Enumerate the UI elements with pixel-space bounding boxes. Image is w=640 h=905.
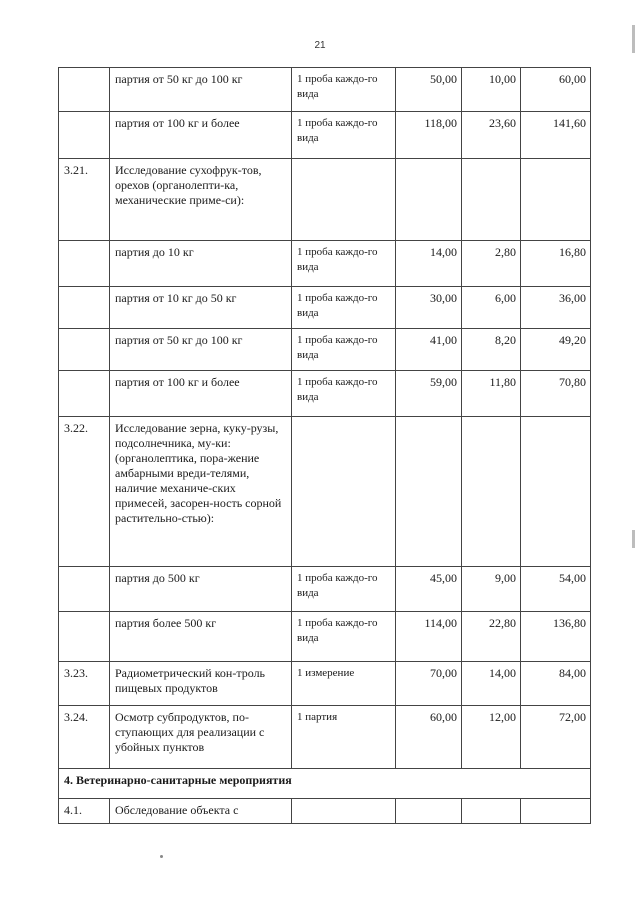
vat-amount: 9,00 — [462, 567, 521, 612]
price-with-vat: 36,00 — [521, 287, 591, 329]
unit-of-measure: 1 проба каждо-го вида — [292, 112, 396, 159]
price-with-vat: 72,00 — [521, 706, 591, 769]
row-number — [59, 68, 110, 112]
table-row — [59, 706, 591, 769]
scan-dot — [160, 855, 163, 858]
table-row — [59, 662, 591, 706]
price-with-vat: 141,60 — [521, 112, 591, 159]
table-row — [59, 68, 591, 112]
service-name: партия от 50 кг до 100 кг — [110, 329, 292, 371]
row-number — [59, 567, 110, 612]
table-row — [59, 159, 591, 241]
price-without-vat — [396, 417, 462, 567]
service-name: партия до 500 кг — [110, 567, 292, 612]
service-name: партия от 100 кг и более — [110, 371, 292, 417]
price-with-vat — [521, 799, 591, 824]
row-number: 3.22. — [59, 417, 110, 567]
vat-amount — [462, 417, 521, 567]
price-without-vat: 60,00 — [396, 706, 462, 769]
price-without-vat — [396, 159, 462, 241]
price-without-vat: 70,00 — [396, 662, 462, 706]
service-name: партия от 50 кг до 100 кг — [110, 68, 292, 112]
service-name: партия до 10 кг — [110, 241, 292, 287]
price-without-vat: 59,00 — [396, 371, 462, 417]
row-number — [59, 612, 110, 662]
price-with-vat: 70,80 — [521, 371, 591, 417]
service-name: Осмотр субпродуктов, по-ступающих для реализации с убойных пунктов — [110, 706, 292, 769]
unit-of-measure — [292, 799, 396, 824]
vat-amount: 22,80 — [462, 612, 521, 662]
unit-of-measure: 1 проба каждо-го вида — [292, 241, 396, 287]
row-number — [59, 241, 110, 287]
binding-mark-top — [632, 25, 635, 53]
section-row — [59, 769, 591, 799]
unit-of-measure — [292, 159, 396, 241]
vat-amount — [462, 799, 521, 824]
vat-amount: 23,60 — [462, 112, 521, 159]
unit-of-measure: 1 проба каждо-го вида — [292, 567, 396, 612]
price-with-vat — [521, 159, 591, 241]
price-without-vat: 118,00 — [396, 112, 462, 159]
page-number: 21 — [314, 40, 326, 51]
price-table — [58, 67, 591, 824]
binding-mark-middle — [632, 530, 635, 548]
price-with-vat — [521, 417, 591, 567]
price-with-vat: 49,20 — [521, 329, 591, 371]
row-number — [59, 112, 110, 159]
unit-of-measure: 1 измерение — [292, 662, 396, 706]
service-name: Радиометрический кон-троль пищевых продуктов — [110, 662, 292, 706]
table-row — [59, 612, 591, 662]
vat-amount: 2,80 — [462, 241, 521, 287]
vat-amount: 10,00 — [462, 68, 521, 112]
table-row — [59, 241, 591, 287]
price-without-vat — [396, 799, 462, 824]
row-number — [59, 329, 110, 371]
table-row — [59, 287, 591, 329]
price-with-vat: 84,00 — [521, 662, 591, 706]
unit-of-measure — [292, 417, 396, 567]
row-number — [59, 371, 110, 417]
table-row — [59, 417, 591, 567]
price-without-vat: 30,00 — [396, 287, 462, 329]
unit-of-measure: 1 проба каждо-го вида — [292, 612, 396, 662]
price-table-body — [59, 68, 591, 824]
price-with-vat: 16,80 — [521, 241, 591, 287]
table-row — [59, 371, 591, 417]
table-row — [59, 329, 591, 371]
service-name: Исследование зерна, куку-рузы, подсолнечника, му-ки: (органолептика, пора-жение амбарными вреди-телями, наличие механиче-ских примесей, засорен-ность сорной растительно-стью): — [110, 417, 292, 567]
price-without-vat: 50,00 — [396, 68, 462, 112]
price-without-vat: 114,00 — [396, 612, 462, 662]
row-number: 3.23. — [59, 662, 110, 706]
price-with-vat: 60,00 — [521, 68, 591, 112]
price-without-vat: 14,00 — [396, 241, 462, 287]
vat-amount — [462, 159, 521, 241]
price-without-vat: 41,00 — [396, 329, 462, 371]
unit-of-measure: 1 проба каждо-го вида — [292, 287, 396, 329]
service-name: партия более 500 кг — [110, 612, 292, 662]
service-name: Обследование объекта с — [110, 799, 292, 824]
row-number — [59, 287, 110, 329]
unit-of-measure: 1 проба каждо-го вида — [292, 329, 396, 371]
vat-amount: 8,20 — [462, 329, 521, 371]
row-number: 4.1. — [59, 799, 110, 824]
section-heading: 4. Ветеринарно-санитарные мероприятия — [59, 769, 591, 799]
table-row — [59, 799, 591, 824]
vat-amount: 6,00 — [462, 287, 521, 329]
price-with-vat: 136,80 — [521, 612, 591, 662]
vat-amount: 14,00 — [462, 662, 521, 706]
price-with-vat: 54,00 — [521, 567, 591, 612]
price-without-vat: 45,00 — [396, 567, 462, 612]
unit-of-measure: 1 проба каждо-го вида — [292, 68, 396, 112]
unit-of-measure: 1 партия — [292, 706, 396, 769]
unit-of-measure: 1 проба каждо-го вида — [292, 371, 396, 417]
vat-amount: 12,00 — [462, 706, 521, 769]
row-number: 3.24. — [59, 706, 110, 769]
table-row — [59, 567, 591, 612]
row-number: 3.21. — [59, 159, 110, 241]
table-row — [59, 112, 591, 159]
service-name: партия от 10 кг до 50 кг — [110, 287, 292, 329]
service-name: Исследование сухофрук-тов, орехов (органолепти-ка, механические приме-си): — [110, 159, 292, 241]
vat-amount: 11,80 — [462, 371, 521, 417]
service-name: партия от 100 кг и более — [110, 112, 292, 159]
